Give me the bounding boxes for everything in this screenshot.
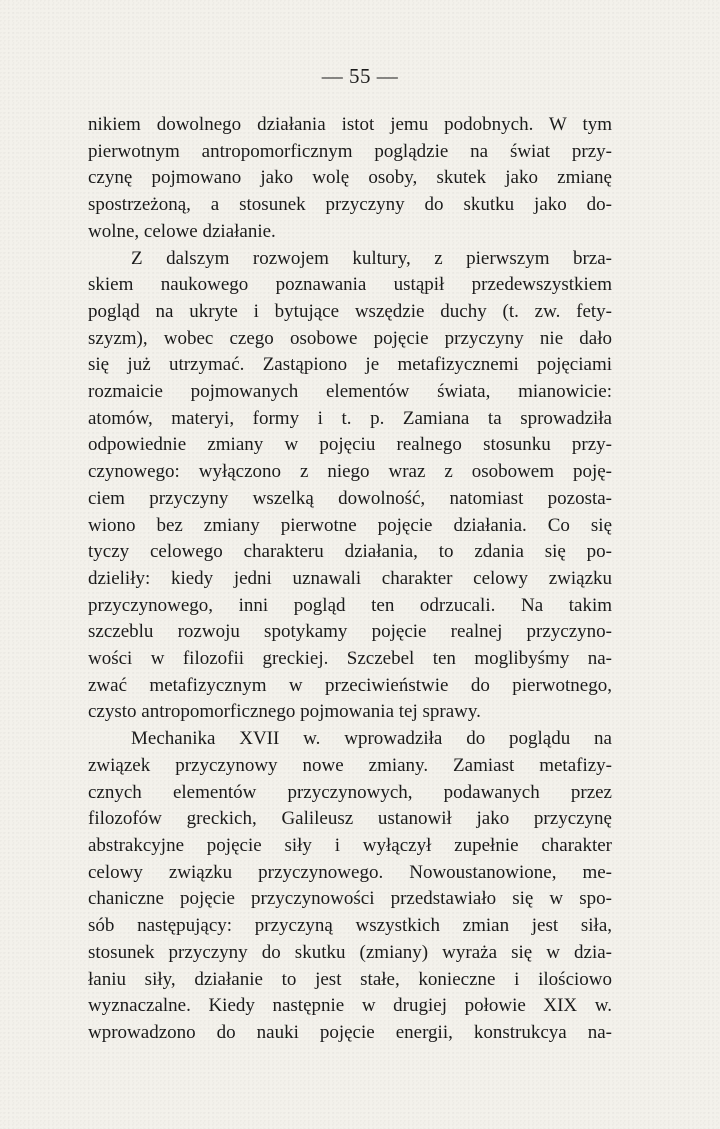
text-line: celowy związku przyczynowego. Nowoustanowione, me- (88, 861, 612, 883)
text-line: szyzm), wobec czego osobowe pojęcie przyczyny nie dało (88, 327, 612, 349)
text-line: się już utrzymać. Zastąpiono je metafizycznemi pojęciami (88, 354, 612, 376)
text-line: związek przyczynowy nowe zmiany. Zamiast metafizy- (88, 754, 612, 776)
text-line: wości w filozofii greckiej. Szczebel ten moglibyśmy na- (88, 648, 612, 670)
text-line: czynę pojmowano jako wolę osoby, skutek jako zmianę (88, 167, 612, 189)
text-line: abstrakcyjne pojęcie siły i wyłączył zupełnie charakter (88, 834, 612, 856)
text-line: czynowego: wyłączono z niego wraz z osobowem poję- (88, 461, 612, 483)
text-line: pierwotnym antropomorficznym poglądzie na świat przy- (88, 140, 612, 162)
text-line: ciem przyczyny wszelką dowolność, natomiast pozosta- (88, 487, 612, 509)
text-line: Mechanika XVII w. wprowadziła do poglądu na (131, 728, 612, 750)
text-line: atomów, materyi, formy i t. p. Zamiana ta sprowadziła (88, 407, 612, 429)
text-line: przyczynowego, inni pogląd ten odrzucali. Na takim (88, 594, 612, 616)
text-line: sób następujący: przyczyną wszystkich zmian jest siła, (88, 915, 612, 937)
text-line: stosunek przyczyny do skutku (zmiany) wyraża się w dzia- (88, 941, 612, 963)
text-line: pogląd na ukryte i bytujące wszędzie duchy (t. zw. fety- (88, 300, 612, 322)
text-line: wiono bez zmiany pierwotne pojęcie działania. Co się (88, 514, 612, 536)
text-line: filozofów greckich, Galileusz ustanowił jako przyczynę (88, 808, 612, 830)
text-line: nikiem dowolnego działania istot jemu podobnych. W tym (88, 114, 612, 135)
text-line: tyczy celowego charakteru działania, to zdania się po- (88, 541, 612, 563)
text-line: wyznaczalne. Kiedy następnie w drugiej połowie XIX w. (88, 995, 612, 1017)
paragraph-3 (88, 726, 612, 1046)
text-line: chaniczne pojęcie przyczynowości przedstawiało się w spo- (88, 888, 612, 910)
text-line: szczeblu rozwoju spotykamy pojęcie realnej przyczyno- (88, 621, 612, 643)
paragraph-2 (88, 246, 612, 727)
page-number: — 55 — (321, 64, 399, 88)
text-line: zwać metafizycznym w przeciwieństwie do pierwotnego, (88, 674, 612, 696)
text-line: rozmaicie pojmowanych elementów świata, mianowicie: (88, 381, 612, 403)
text-line: łaniu siły, działanie to jest stałe, konieczne i ilościowo (88, 968, 612, 990)
text-line: wprowadzono do nauki pojęcie energii, konstrukcya na- (88, 1021, 612, 1043)
text-line: spostrzeżoną, a stosunek przyczyny do skutku jako do- (88, 194, 612, 216)
text-line: dzieliły: kiedy jedni uznawali charakter celowy związku (88, 567, 612, 589)
text-line: czysto antropomorficznego pojmowania tej sprawy. (88, 701, 481, 723)
text-line: cznych elementów przyczynowych, podawanych przez (88, 781, 612, 803)
text-line: wolne, celowe działanie. (88, 220, 276, 242)
text-line: Z dalszym rozwojem kultury, z pierwszym brza- (131, 247, 612, 269)
paragraph-1 (88, 112, 612, 246)
body-text (88, 112, 612, 1047)
text-line: skiem naukowego poznawania ustąpił przedewszystkiem (88, 274, 612, 296)
text-line: odpowiednie zmiany w pojęciu realnego stosunku przy- (88, 434, 612, 456)
